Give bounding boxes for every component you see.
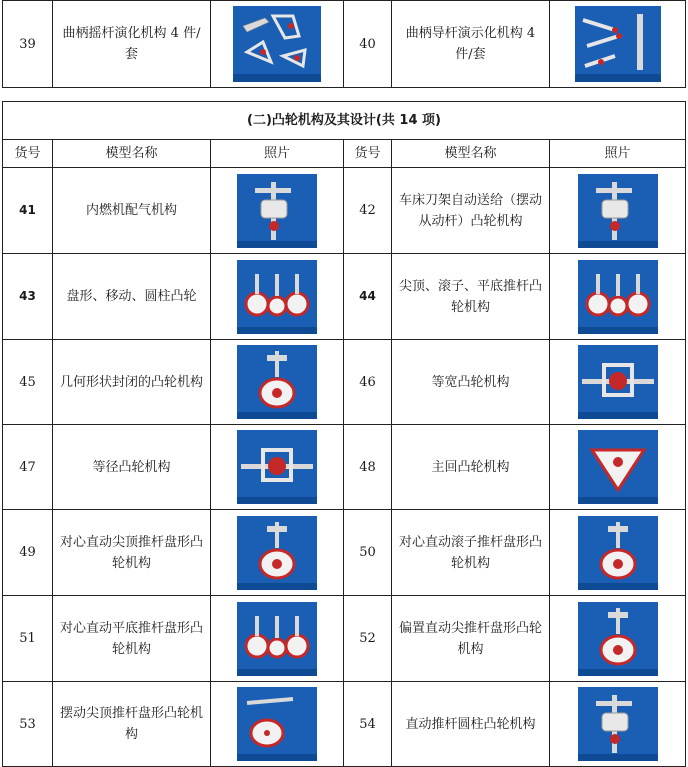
- cam-mechanism-photo: [578, 602, 658, 676]
- model-name: 曲柄摇杆演化机构 4 件/套: [53, 1, 211, 88]
- table-row: [3, 340, 686, 425]
- item-number: 54: [344, 682, 392, 767]
- model-name: 摆动尖顶推杆盘形凸轮机构: [53, 682, 211, 767]
- cam-mechanism-photo: [578, 687, 658, 761]
- cam-rows: [3, 168, 686, 767]
- model-photo-cell: [550, 510, 686, 596]
- cam-mechanism-photo: [578, 260, 658, 334]
- item-number: 43: [3, 254, 53, 340]
- cam-mechanism-table: [2, 101, 686, 767]
- model-name: 偏置直动尖推杆盘形凸轮机构: [392, 596, 550, 682]
- item-number: 39: [3, 1, 53, 88]
- item-number: 49: [3, 510, 53, 596]
- table-row: [3, 1, 686, 88]
- model-photo-cell: [550, 340, 686, 425]
- cam-mechanism-photo: [237, 260, 317, 334]
- model-name: 直动推杆圆柱凸轮机构: [392, 682, 550, 767]
- section-title: (二)凸轮机构及其设计(共 14 项): [3, 102, 686, 140]
- header-model-name: 模型名称: [392, 140, 550, 168]
- model-photo-cell: [211, 340, 344, 425]
- model-name: 对心直动平底推杆盘形凸轮机构: [53, 596, 211, 682]
- table-row: [3, 254, 686, 340]
- model-name: 几何形状封闭的凸轮机构: [53, 340, 211, 425]
- item-number: 48: [344, 425, 392, 510]
- model-photo-cell: [211, 510, 344, 596]
- model-photo-cell: [550, 596, 686, 682]
- item-number: 40: [344, 1, 392, 88]
- model-name: 曲柄导杆演示化机构 4 件/套: [392, 1, 550, 88]
- crank-rocker-kit-photo: [233, 6, 321, 82]
- model-name: 盘形、移动、圆柱凸轮: [53, 254, 211, 340]
- model-photo-cell: [211, 682, 344, 767]
- model-photo-cell: [211, 168, 344, 254]
- table-row: [3, 168, 686, 254]
- model-photo-cell: [211, 254, 344, 340]
- item-number: 44: [344, 254, 392, 340]
- item-number: 50: [344, 510, 392, 596]
- cam-mechanism-photo: [237, 345, 317, 419]
- item-number: 47: [3, 425, 53, 510]
- table-row: [3, 425, 686, 510]
- cam-mechanism-photo: [578, 174, 658, 248]
- cam-mechanism-photo: [578, 430, 658, 504]
- header-photo: 照片: [550, 140, 686, 168]
- cam-mechanism-photo: [237, 430, 317, 504]
- item-number: 42: [344, 168, 392, 254]
- model-name: 主回凸轮机构: [392, 425, 550, 510]
- header-number: 货号: [344, 140, 392, 168]
- cam-mechanism-photo: [237, 602, 317, 676]
- header-photo: 照片: [211, 140, 344, 168]
- model-photo-cell: [550, 1, 686, 88]
- model-name: 等宽凸轮机构: [392, 340, 550, 425]
- table-row: [3, 596, 686, 682]
- item-number: 51: [3, 596, 53, 682]
- model-photo-cell: [550, 682, 686, 767]
- crank-guide-kit-photo: [575, 6, 661, 82]
- header-model-name: 模型名称: [53, 140, 211, 168]
- table-row: [3, 682, 686, 767]
- item-number: 52: [344, 596, 392, 682]
- model-name: 对心直动尖顶推杆盘形凸轮机构: [53, 510, 211, 596]
- cam-mechanism-photo: [237, 687, 317, 761]
- model-photo-cell: [550, 254, 686, 340]
- item-number: 46: [344, 340, 392, 425]
- model-photo-cell: [550, 425, 686, 510]
- item-number: 53: [3, 682, 53, 767]
- section-title-row: [3, 102, 686, 140]
- header-number: 货号: [3, 140, 53, 168]
- cam-mechanism-photo: [237, 174, 317, 248]
- model-photo-cell: [211, 596, 344, 682]
- cam-mechanism-photo: [578, 345, 658, 419]
- top-item-table: [2, 0, 686, 88]
- model-name: 内燃机配气机构: [53, 168, 211, 254]
- model-name: 尖顶、滚子、平底推杆凸轮机构: [392, 254, 550, 340]
- header-row: [3, 140, 686, 168]
- model-name: 等径凸轮机构: [53, 425, 211, 510]
- table-row: [3, 510, 686, 596]
- model-photo-cell: [211, 425, 344, 510]
- model-name: 车床刀架自动送给（摆动从动杆）凸轮机构: [392, 168, 550, 254]
- model-name: 对心直动滚子推杆盘形凸轮机构: [392, 510, 550, 596]
- model-photo-cell: [211, 1, 344, 88]
- item-number: 45: [3, 340, 53, 425]
- cam-mechanism-photo: [237, 516, 317, 590]
- cam-mechanism-photo: [578, 516, 658, 590]
- model-photo-cell: [550, 168, 686, 254]
- item-number: 41: [3, 168, 53, 254]
